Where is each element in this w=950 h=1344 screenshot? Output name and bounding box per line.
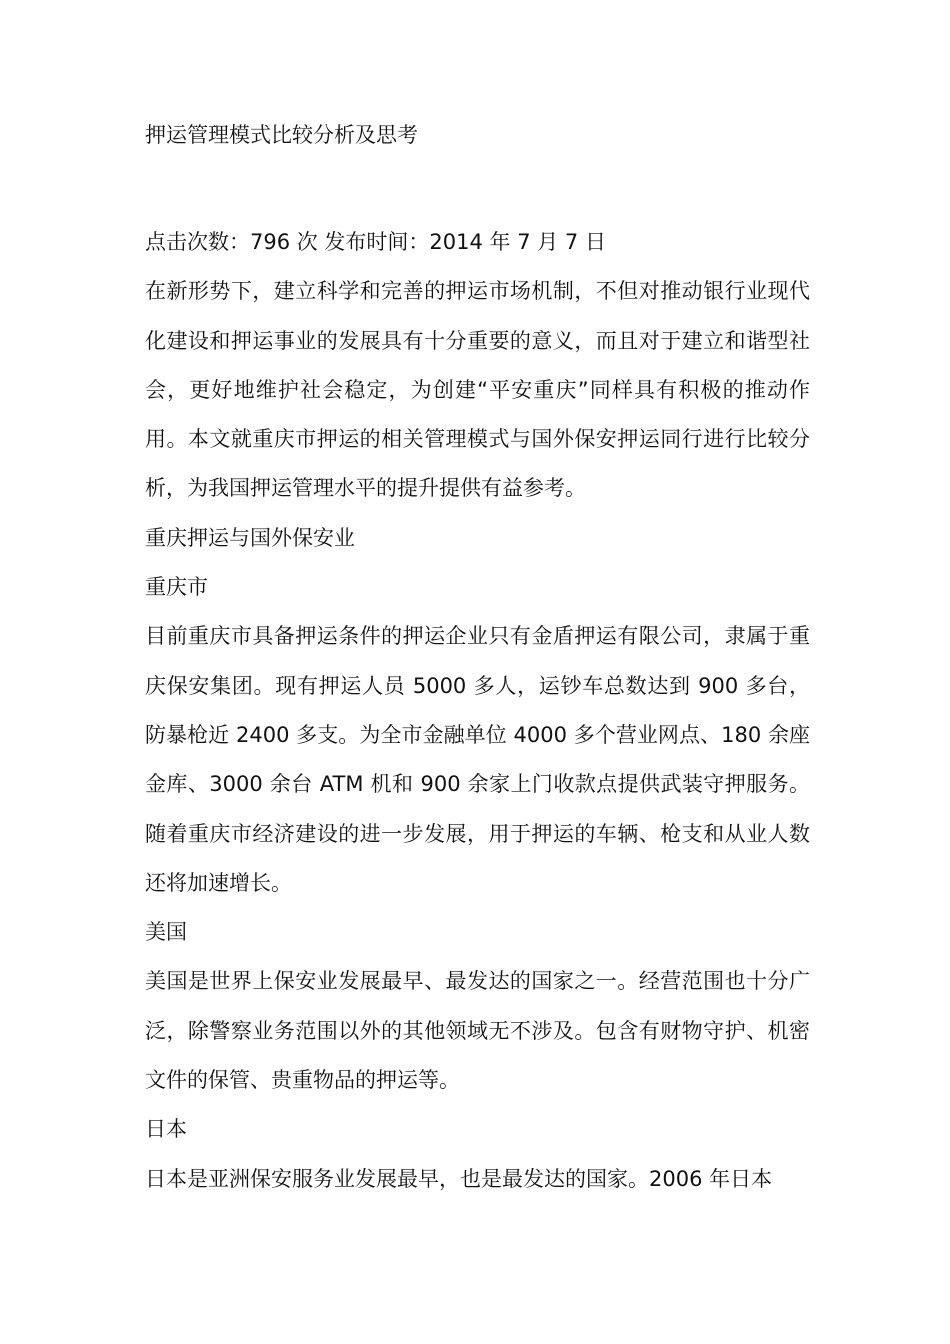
paragraph-intro: 在新形势下，建立科学和完善的押运市场机制，不但对推动银行业现代化建设和押运事业的发展具有十分重要的意义，而且对于建立和谐型社会，更好地维护社会稳定，为创建“平安重庆”同样具有积极的推动作用。本文就重庆市押运的相关管理模式与国外保安押运同行进行比较分析，为我国押运管理水平的提升提供有益参考。	[145, 279, 810, 501]
document-body	[145, 218, 810, 1253]
document-title: 押运管理模式比较分析及思考	[145, 123, 418, 147]
publish-meta: 点击次数：796 次 发布时间：2014 年 7 月 7 日	[145, 230, 606, 254]
subheading-japan: 日本	[145, 1117, 187, 1142]
paragraph-japan: 日本是亚洲保安服务业发展最早，也是最发达的国家。2006 年日本	[145, 1166, 773, 1191]
subheading-chongqing: 重庆市	[145, 575, 208, 600]
subheading-usa: 美国	[145, 920, 187, 945]
section-heading: 重庆押运与国外保安业	[145, 525, 355, 550]
paragraph-usa: 美国是世界上保安业发展最早、最发达的国家之一。经营范围也十分广泛，除警察业务范围以外的其他领域无不涉及。包含有财物守护、机密文件的保管、贵重物品的押运等。	[145, 969, 810, 1093]
paragraph-chongqing: 目前重庆市具备押运条件的押运企业只有金盾押运有限公司，隶属于重庆保安集团。现有押运人员 5000 多人，运钞车总数达到 900 多台，防暴枪近 2400 多支。为全市金融单位 4000 多个营业网点、180 余座金库、3000 余台 ATM 机和 900 余家上门收款点提供武装守押服务。随着重庆市经济建设的进一步发展，用于押运的车辆、枪支和从业人数还将加速增长。	[145, 624, 810, 895]
